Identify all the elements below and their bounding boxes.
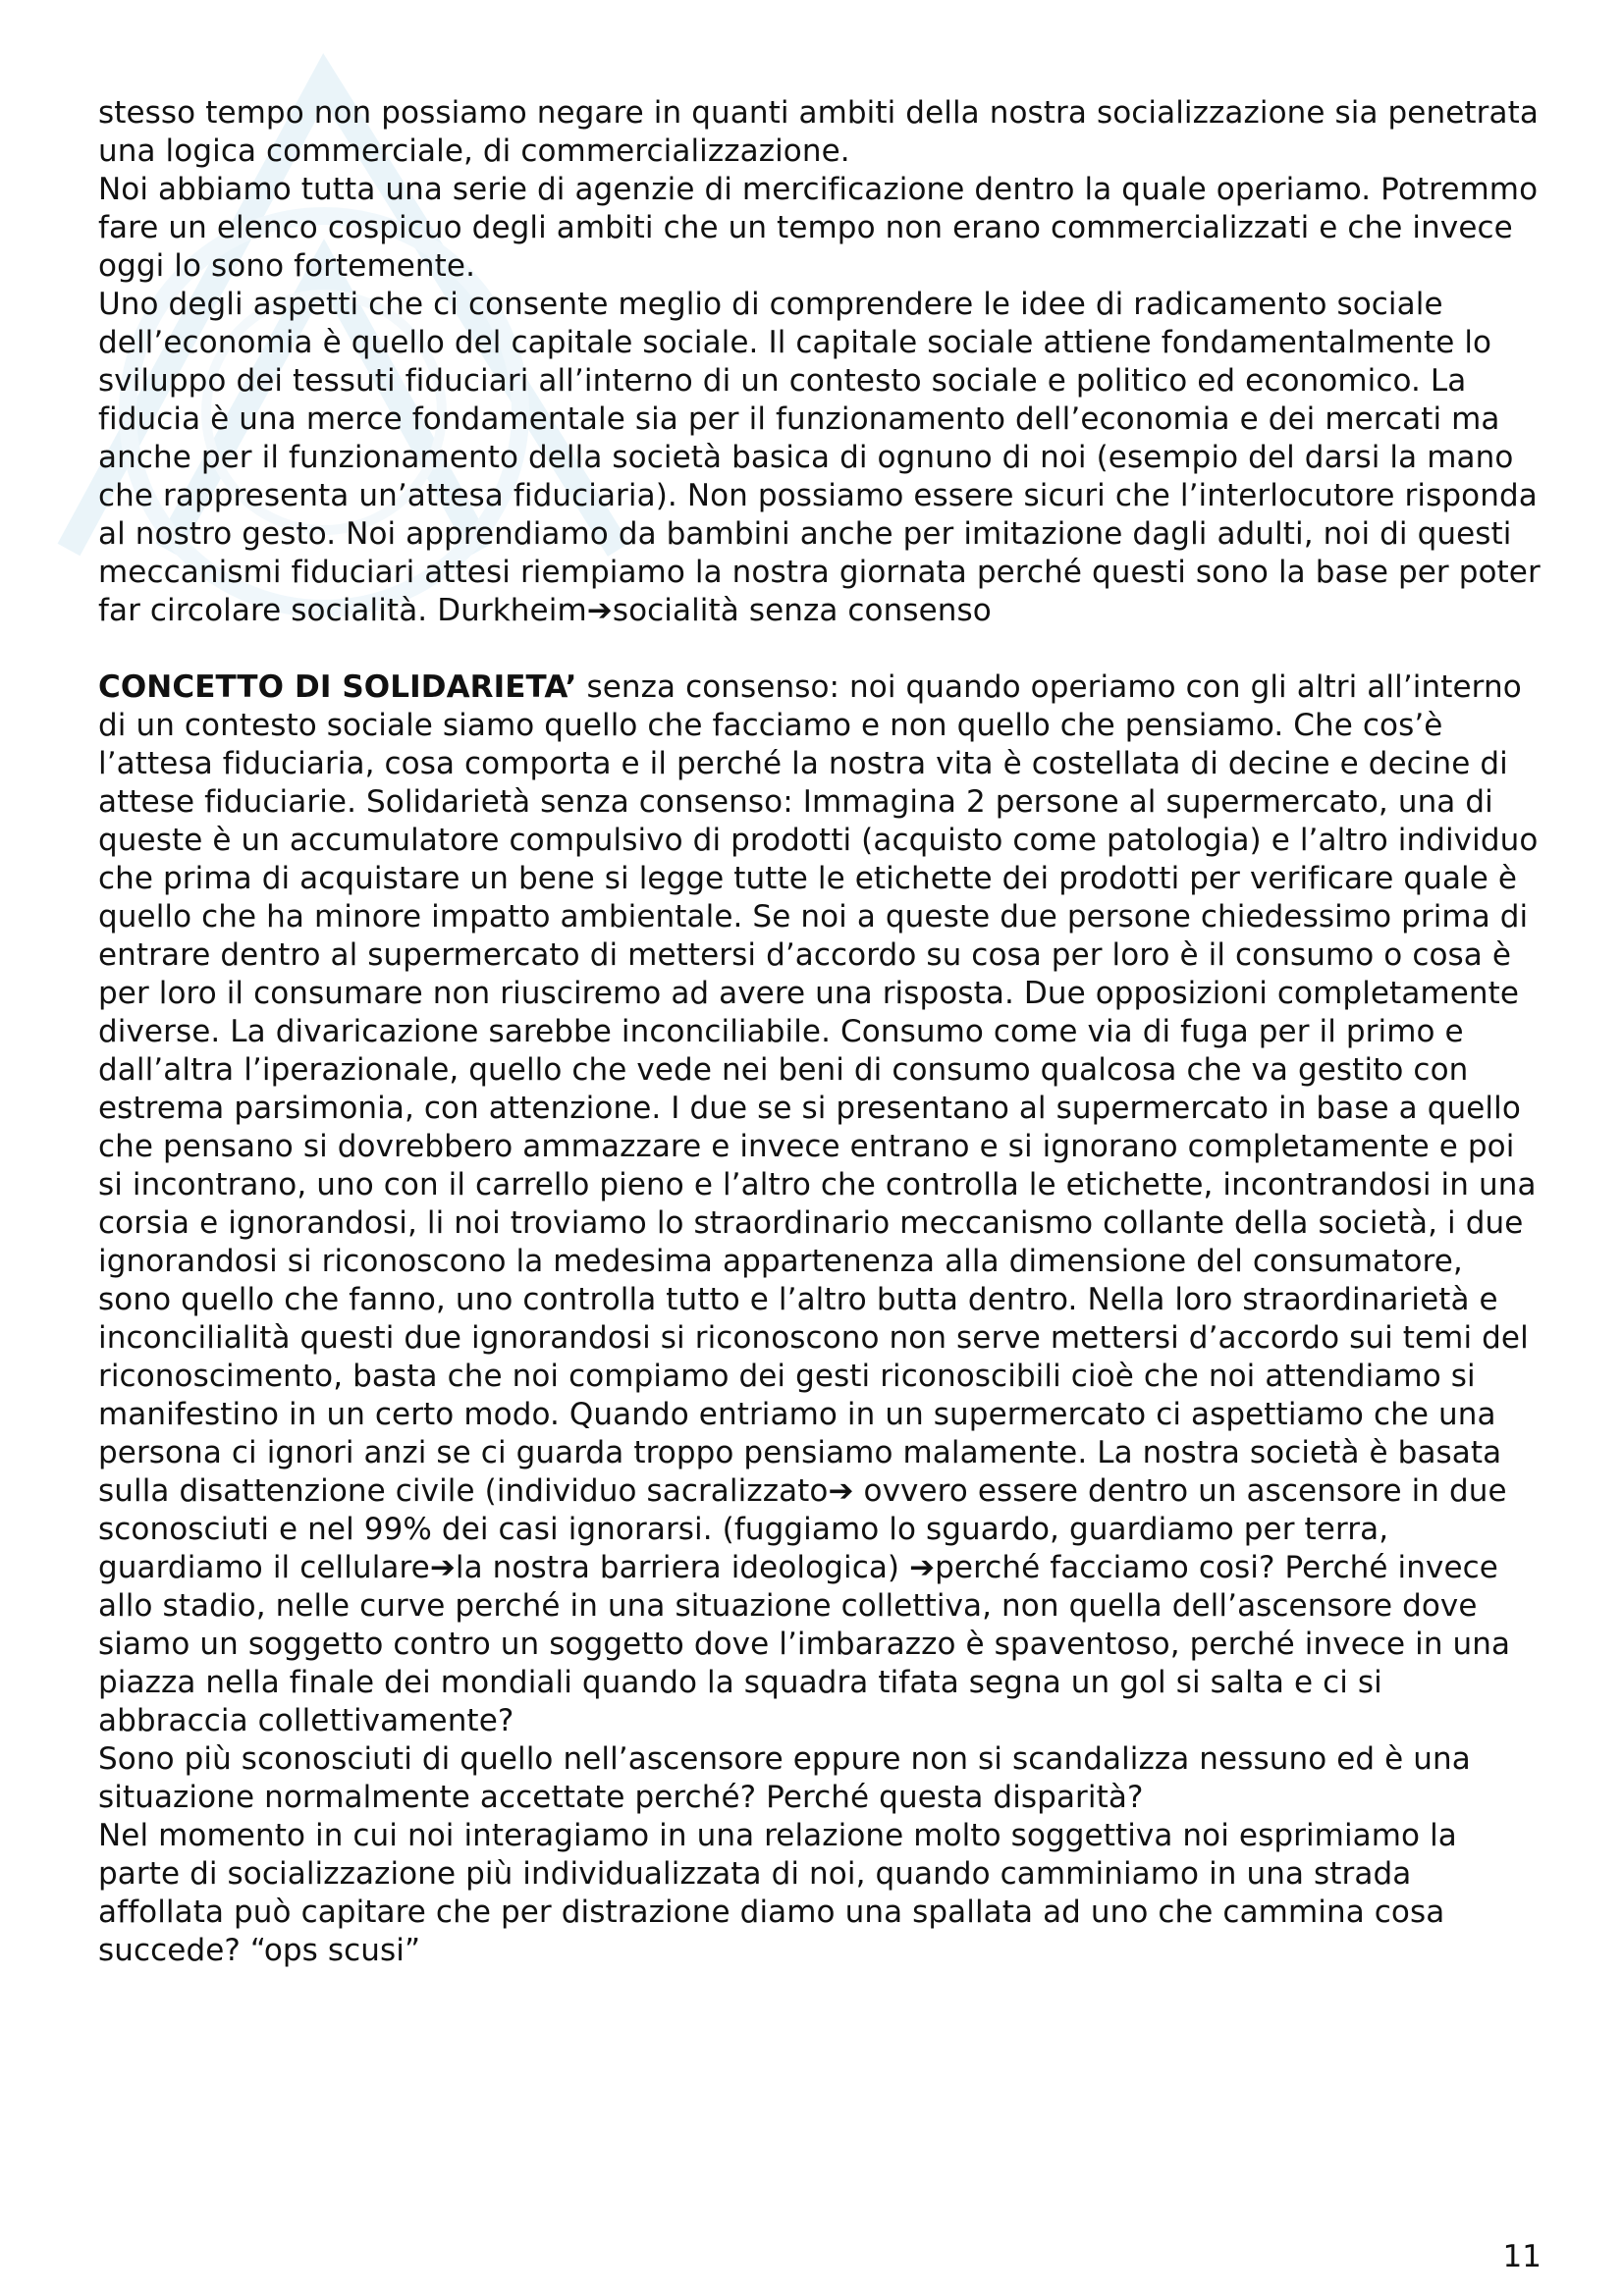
paragraph: stesso tempo non possiamo negare in quanti ambiti della nostra socializzazione sia penetrata una logica commerciale, di commercializzazione. [98, 95, 1539, 169]
paragraph-text: senza consenso: noi quando operiamo con gli altri all’interno di un contesto sociale siamo quello che facciamo e non quello che pensiamo. Che cos’è l’attesa fiduciaria, cosa comporta e il perché la nostra vita è costellata di decine e decine di attese fiduciarie. Solidarietà senza consenso: Immagina 2 persone al supermercato, una di queste è un accumulatore compulsivo di prodotti (acquisto come patologia) e l’altro individuo che prima di acquistare un bene si legge tutte le etichette dei prodotti per verificare quale è quello che ha minore impatto ambientale. Se noi a queste due persone chiedessimo prima di entrare dentro al supermercato di mettersi d’accordo su cosa per loro è il consumo o cosa è per loro il consumare non riusciremo ad avere una risposta. Due opposizioni completamente diverse. La divaricazione sarebbe inconciliabile. Consumo come via di fuga per il primo e dall’altra l’iperazionale, quello che vede nei beni di consumo qualcosa che va gestito con estrema parsimonia, con attenzione. I due se si presentano al supermercato in base a quello che pensano si dovrebbero ammazzare e invece entrano e si ignorano completamente e poi si incontrano, uno con il carrello pieno e l’altro che controlla le etichette, incontrandosi in una corsia e ignorandosi, li noi troviamo lo straordinario meccanismo collante della società, i due ignorandosi si riconoscono la medesima appartenenza alla dimensione del consumatore, sono quello che fanno, uno controlla tutto e l’altro butta dentro. Nella loro straordinarietà e inconcilialità questi due ignorandosi si riconoscono non serve mettersi d’accordo sui temi del riconoscimento, basta che noi compiamo dei gesti riconoscibili cioè che noi attendiamo si manifestino in un certo modo. Quando entriamo in un supermercato ci aspettiamo che una persona ci ignori anzi se ci guarda troppo pensiamo malamente. La nostra società è basata sulla disattenzione civile (individuo sacralizzato➔ ovvero essere dentro un ascensore in due sconosciuti e nel 99% dei casi ignorarsi. (fuggiamo lo sguardo, guardiamo per terra, guardiamo il cellulare➔la nostra barriera ideologica) ➔perché facciamo cosi? Perché invece allo stadio, nelle curve perché in una situazione collettiva, non quella dell’ascensore dove siamo un soggetto contro un soggetto dove l’imbarazzo è spaventoso, perché invece in una piazza nella finale dei mondiali quando la squadra tifata segna un gol si salta e ci si abbraccia collettivamente? [98, 669, 1539, 1738]
paragraph: Sono più sconosciuti di quello nell’ascensore eppure non si scandalizza nessuno ed è una situazione normalmente accettate perché? Perché questa disparità? [98, 1741, 1471, 1815]
section-heading: CONCETTO DI SOLIDARIETA’ [98, 669, 577, 705]
paragraph: Noi abbiamo tutta una serie di agenzie di mercificazione dentro la quale operiamo. Potremmo fare un elenco cospicuo degli ambiti che un tempo non erano commercializzati e che invece oggi lo sono fortemente. [98, 172, 1539, 284]
paragraph: Nel momento in cui noi interagiamo in una relazione molto soggettiva noi esprimiamo la parte di socializzazione più individualizzata di noi, quando camminiamo in una strada affollata può capitare che per distrazione diamo una spallata ad uno che cammina cosa succede? “ops scusi” [98, 1818, 1457, 1968]
paragraph-spacer [98, 630, 1542, 668]
paragraph: Uno degli aspetti che ci consente meglio di comprendere le idee di radicamento sociale dell’economia è quello del capitale sociale. Il capitale sociale attiene fondamentalmente lo sviluppo dei tessuti fiduciari all’interno di un contesto sociale e politico ed economico. La fiducia è una merce fondamentale sia per il funzionamento dell’economia e dei mercati ma anche per il funzionamento della società basica di ognuno di noi (esempio del darsi la mano che rappresenta un’attesa fiduciaria). Non possiamo essere sicuri che l’interlocutore risponda al nostro gesto. Noi apprendiamo da bambini anche per imitazione dagli adulti, noi di questi meccanismi fiduciari attesi riempiamo la nostra giornata perché questi sono la base per poter far circolare socialità. Durkheim➔socialità senza consenso [98, 287, 1541, 628]
paragraph-solidarity [98, 668, 1542, 1740]
document-body [98, 94, 1542, 1970]
page-number: 11 [1502, 2239, 1542, 2274]
